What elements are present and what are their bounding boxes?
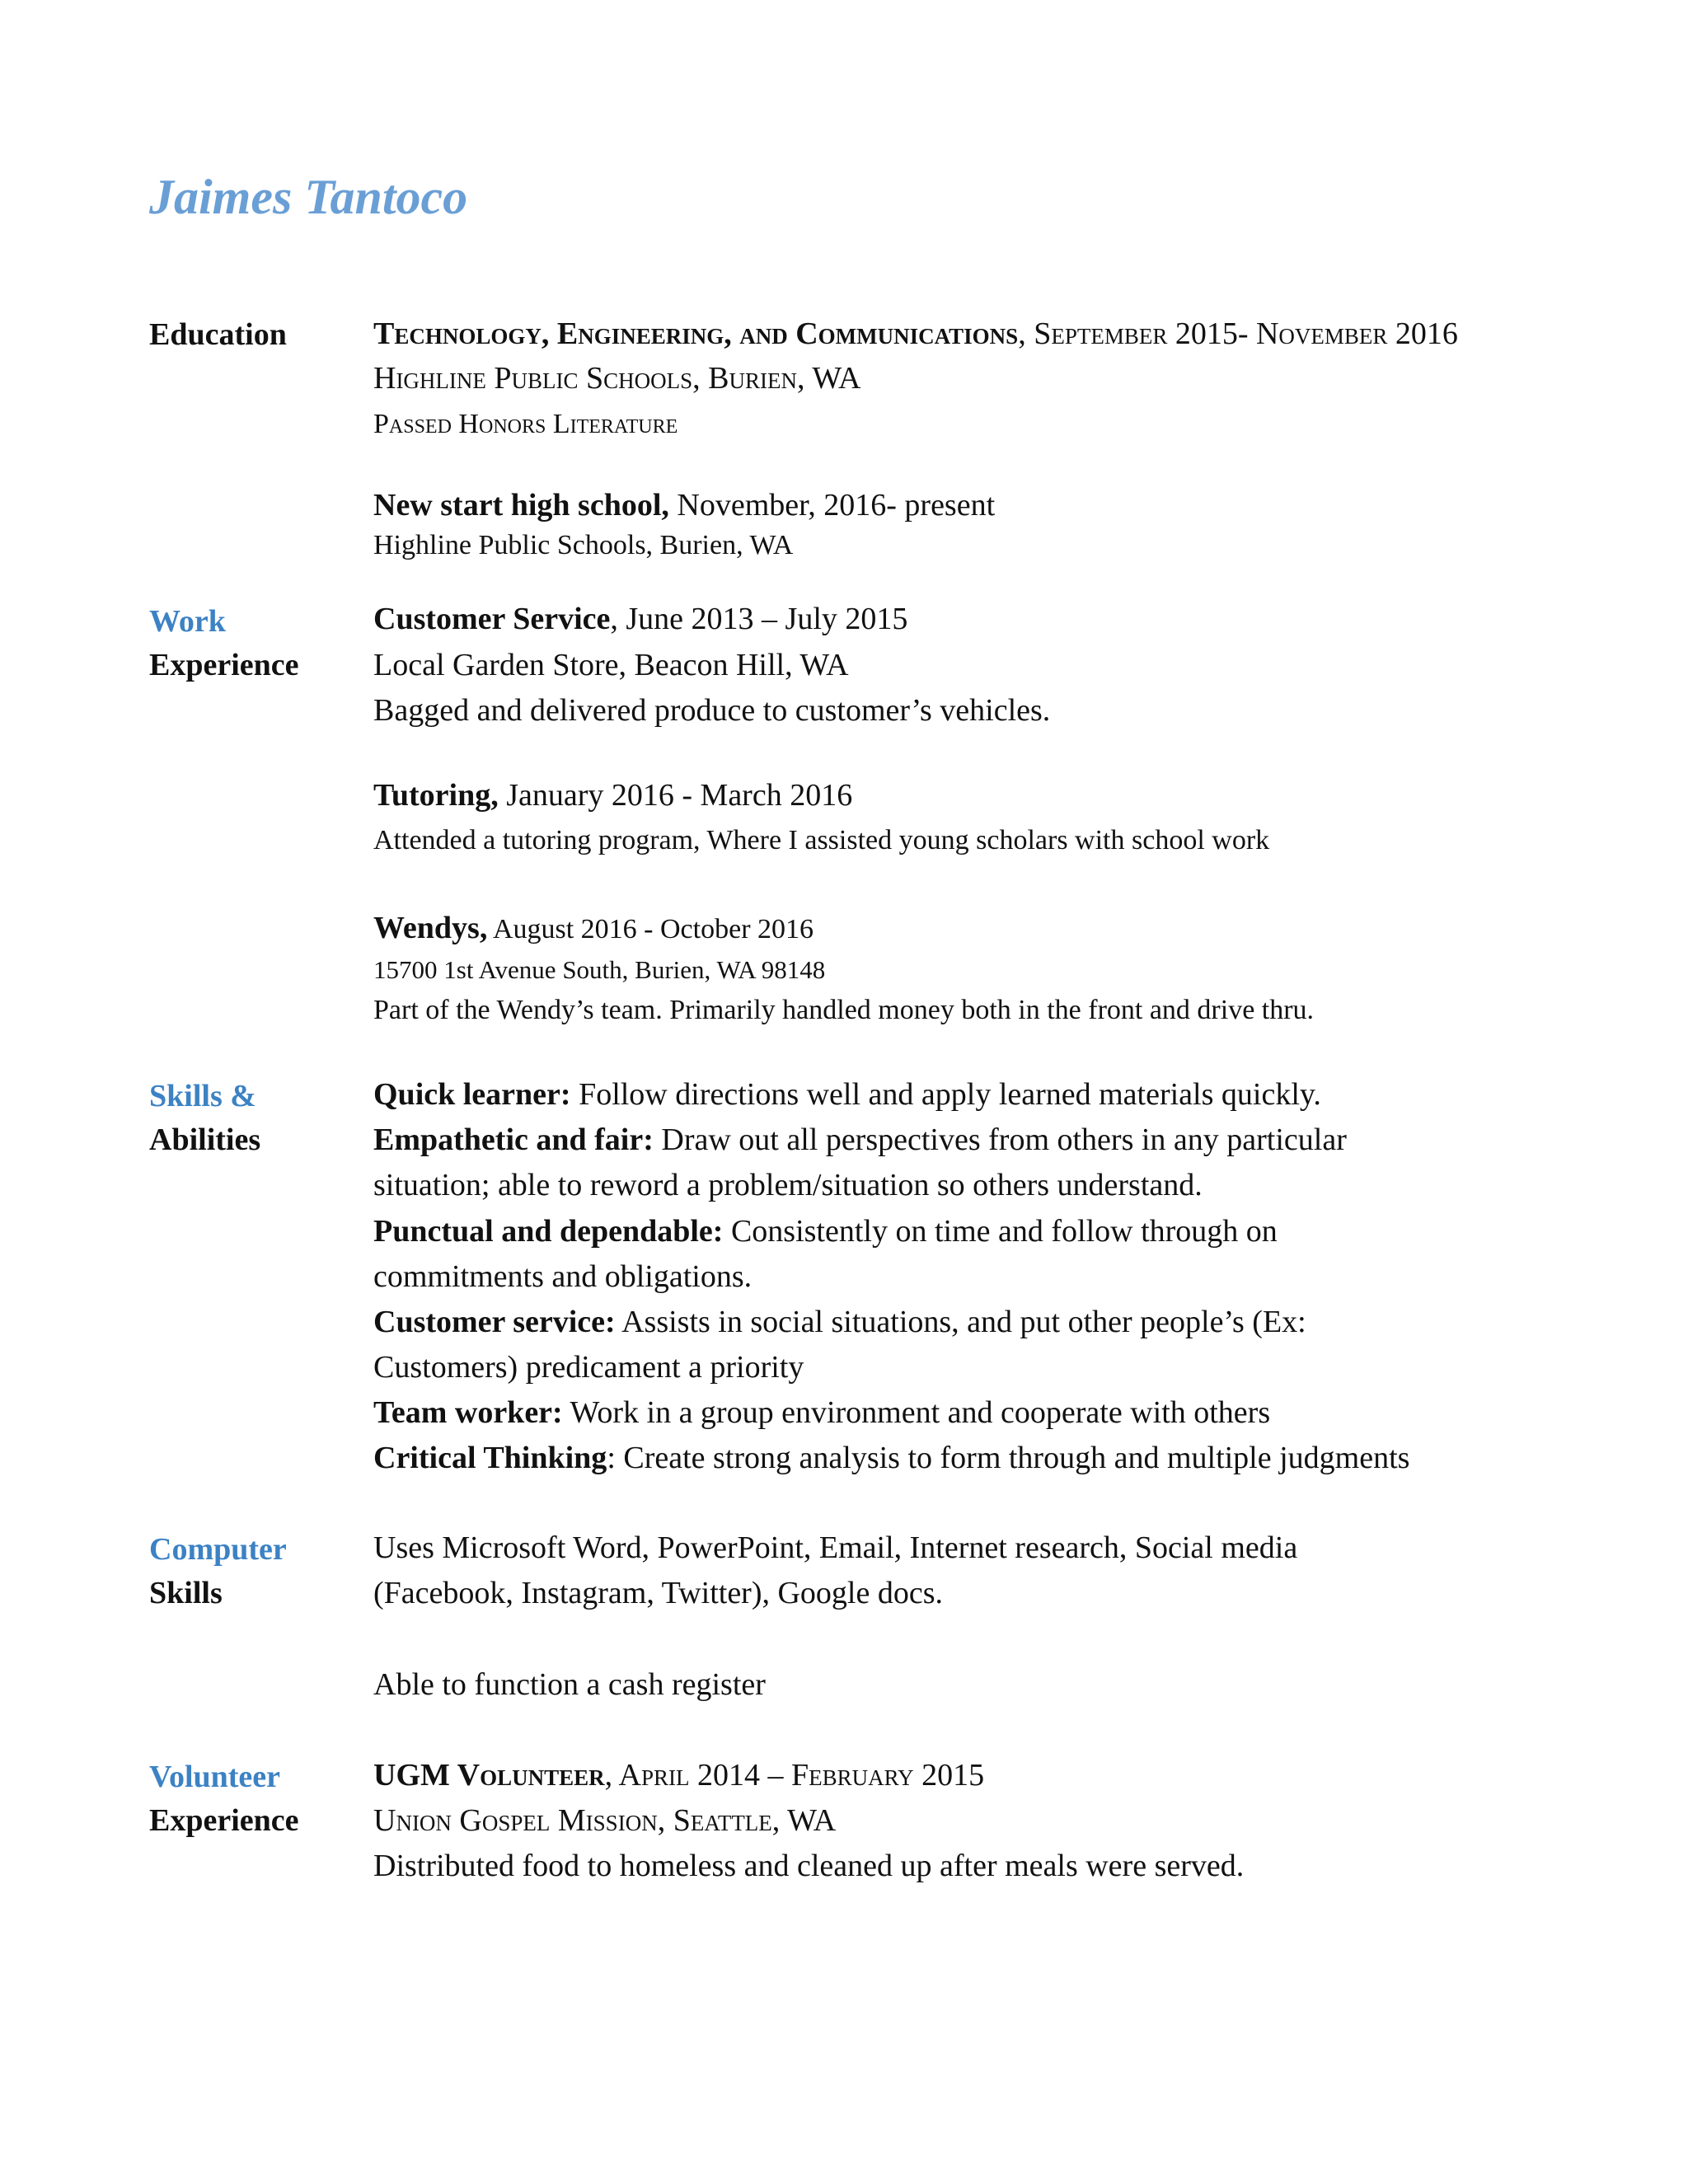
section-label-skills-abilities: Skills & Abilities xyxy=(149,1079,261,1157)
education-entry-1-heading: Technology, Engineering, and Communications, September 2015- November 2016 xyxy=(373,316,1458,351)
volunteer-heading: UGM Volunteer, April 2014 – February 2015 xyxy=(373,1758,985,1793)
volunteer-org: Union Gospel Mission, Seattle, WA xyxy=(373,1803,837,1838)
skill-item-customer-service: Customer service: Assists in social situations, and put other people’s (Ex: xyxy=(373,1305,1306,1339)
section-label-volunteer-experience: Volunteer Experience xyxy=(149,1760,299,1838)
computer-skills-line-1: Uses Microsoft Word, PowerPoint, Email, Internet research, Social media xyxy=(373,1530,1298,1565)
education-entry-1-org: Highline Public Schools, Burien, WA xyxy=(373,361,861,396)
skill-item-punctual: Punctual and dependable: Consistently on time and follow through on xyxy=(373,1214,1278,1249)
skill-item-critical-thinking: Critical Thinking: Create strong analysis to form through and multiple judgments xyxy=(373,1441,1410,1475)
skill-item-quick-learner: Quick learner: Follow directions well and apply learned materials quickly. xyxy=(373,1077,1321,1112)
volunteer-desc: Distributed food to homeless and cleaned up after meals were served. xyxy=(373,1849,1245,1883)
section-label-computer-skills: Computer Skills xyxy=(149,1532,287,1610)
skill-item-team-worker: Team worker: Work in a group environment and cooperate with others xyxy=(373,1395,1271,1430)
education-entry-1-note: Passed Honors Literature xyxy=(373,409,678,439)
candidate-name: Jaimes Tantoco xyxy=(149,170,468,224)
section-label-work-experience: Work Experience xyxy=(149,604,299,682)
work-entry-1-heading: Customer Service, June 2013 – July 2015 xyxy=(373,602,908,636)
work-entry-2-heading: Tutoring, January 2016 - March 2016 xyxy=(373,778,853,813)
skill-item-customer-service-cont: Customers) predicament a priority xyxy=(373,1350,804,1385)
work-entry-3-heading: Wendys, August 2016 - October 2016 xyxy=(373,911,814,945)
education-entry-2-heading: New start high school, November, 2016- present xyxy=(373,488,996,523)
work-entry-3-address: 15700 1st Avenue South, Burien, WA 98148 xyxy=(373,955,826,984)
skill-item-punctual-cont: commitments and obligations. xyxy=(373,1259,753,1294)
skill-item-empathetic: Empathetic and fair: Draw out all perspectives from others in any particular xyxy=(373,1122,1347,1157)
skill-item-empathetic-cont: situation; able to reword a problem/situation so others understand. xyxy=(373,1168,1203,1202)
section-label-education: Education xyxy=(149,317,287,352)
work-entry-1-org: Local Garden Store, Beacon Hill, WA xyxy=(373,648,849,682)
work-entry-2-desc: Attended a tutoring program, Where I assisted young scholars with school work xyxy=(373,825,1270,855)
computer-skills-line-3: Able to function a cash register xyxy=(373,1667,766,1702)
work-entry-3-desc: Part of the Wendy’s team. Primarily handled money both in the front and drive thru. xyxy=(373,995,1315,1025)
education-entry-2-org: Highline Public Schools, Burien, WA xyxy=(373,530,794,560)
work-entry-1-desc: Bagged and delivered produce to customer’s vehicles. xyxy=(373,693,1051,728)
computer-skills-line-2: (Facebook, Instagram, Twitter), Google docs. xyxy=(373,1576,944,1610)
